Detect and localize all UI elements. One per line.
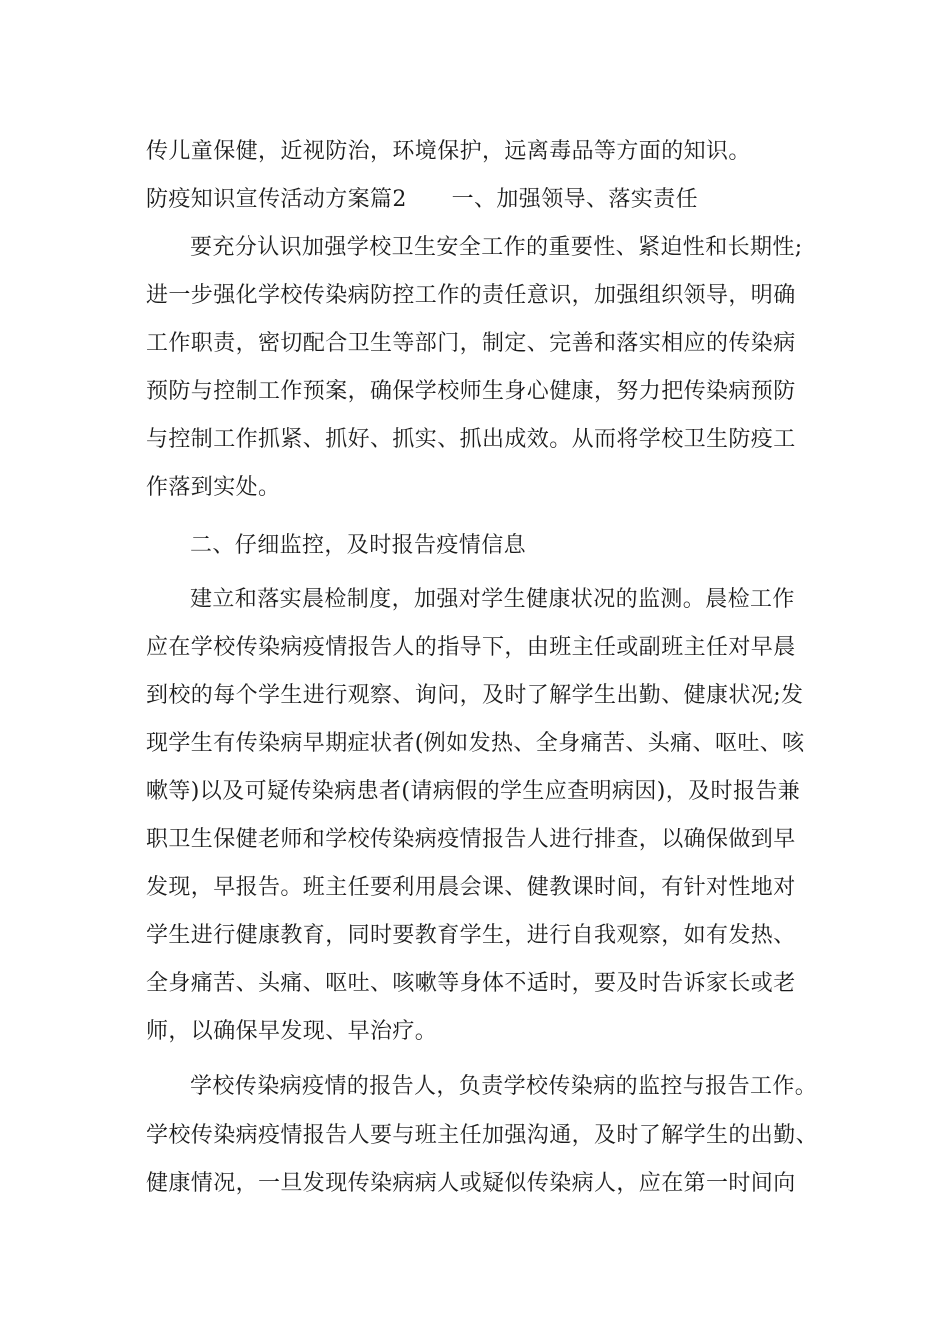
text-line: 传儿童保健，近视防治，环境保护，远离毒品等方面的知识。	[146, 139, 751, 164]
text-line: 健康情况，一旦发现传染病病人或疑似传染病人，应在第一时间向	[146, 1171, 796, 1196]
text-line: 工作职责，密切配合卫生等部门，制定、完善和落实相应的传染病	[146, 331, 796, 356]
text-line: 到校的每个学生进行观察、询问，及时了解学生出勤、健康状况;发	[146, 683, 804, 708]
text-line: 学生进行健康教育，同时要教育学生，进行自我观察，如有发热、	[146, 923, 796, 948]
text-line: 嗽等)以及可疑传染病患者(请病假的学生应查明病因)，及时报告兼	[146, 779, 801, 804]
text-line: 进一步强化学校传染病防控工作的责任意识，加强组织领导，明确	[146, 283, 796, 308]
text-line: 发现，早报告。班主任要利用晨会课、健教课时间，有针对性地对	[146, 875, 796, 900]
paragraph-first-line: 建立和落实晨检制度，加强对学生健康状况的监测。晨检工作	[190, 587, 795, 612]
paragraph-first-line: 要充分认识加强学校卫生安全工作的重要性、紧迫性和长期性;	[190, 235, 803, 260]
text-line: 职卫生保健老师和学校传染病疫情报告人进行排查，以确保做到早	[146, 827, 796, 852]
text-line: 师，以确保早发现、早治疗。	[146, 1019, 438, 1044]
section-heading-line: 二、仔细监控，及时报告疫情信息	[190, 533, 527, 558]
text-line: 预防与控制工作预案，确保学校师生身心健康，努力把传染病预防	[146, 379, 796, 404]
text-line: 作落到实处。	[146, 475, 281, 500]
text-line: 全身痛苦、头痛、呕吐、咳嗽等身体不适时，要及时告诉家长或老	[146, 971, 796, 996]
text-line: 与控制工作抓紧、抓好、抓实、抓出成效。从而将学校卫生防疫工	[146, 427, 796, 452]
section-heading-line: 防疫知识宣传活动方案篇2 一、加强领导、落实责任	[146, 187, 698, 212]
paragraph-first-line: 学校传染病疫情的报告人，负责学校传染病的监控与报告工作。	[190, 1074, 818, 1099]
text-line: 学校传染病疫情报告人要与班主任加强沟通，及时了解学生的出勤、	[146, 1123, 819, 1148]
text-line: 现学生有传染病早期症状者(例如发热、全身痛苦、头痛、呕吐、咳	[146, 731, 805, 756]
text-line: 应在学校传染病疫情报告人的指导下，由班主任或副班主任对早晨	[146, 635, 796, 660]
